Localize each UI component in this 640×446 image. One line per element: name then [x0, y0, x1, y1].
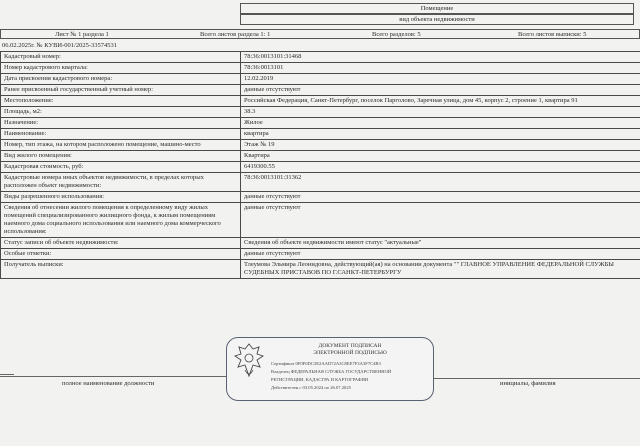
object-type-subtitle: вид объекта недвижимости	[240, 14, 634, 25]
table-row	[1, 238, 640, 249]
field-value: 78:36:0013101:31468	[241, 52, 640, 63]
table-row	[1, 118, 640, 129]
extract-date-number: 06.02.2025г. № КУВИ-001/2025-33574531	[2, 42, 117, 49]
field-value: 38.3	[241, 107, 640, 118]
field-value: данные отсутствуют	[241, 192, 640, 203]
field-label: Сведения об отнесении жилого помещения к определенному виду жилых помещений специализированного жилищного фонда, к жилым помещениям наемного дома социального использования или наемного дома коммерческого использования:	[1, 203, 241, 238]
table-row	[1, 129, 640, 140]
stamp-certificate: Сертификат 0F0F0DC3E2AAD72A3C8EE7F3A3F7C4B3	[271, 361, 381, 366]
field-label: Кадастровый номер:	[1, 52, 241, 63]
field-label: Номер кадастрового квартала:	[1, 63, 241, 74]
table-row	[1, 162, 640, 173]
object-type-title: Помещение	[240, 3, 634, 14]
signature-dash	[0, 374, 14, 375]
table-row	[1, 249, 640, 260]
initials-label: инициалы, фамилия	[500, 380, 556, 387]
field-value: Сведения об объекте недвижимости имеют статус "актуальные"	[241, 238, 640, 249]
field-label: Виды разрешенного использования:	[1, 192, 241, 203]
field-value: квартира	[241, 129, 640, 140]
property-info-table	[0, 51, 640, 279]
sheets-total: Всего листов выписки: 5	[518, 31, 587, 38]
field-value: Тлеумова Эльмира Леонидовна, действующий(ая) на основании документа "" ГЛАВНОЕ УПРАВЛЕНИЕ ФЕДЕРАЛЬНОЙ СЛУЖБЫ СУДЕБНЫХ ПРИСТАВОВ ПО Г.САНКТ-ПЕТЕРБУРГУ	[241, 260, 640, 279]
field-value: 78:36:0013101:31362	[241, 173, 640, 192]
stamp-owner: Владелец ФЕДЕРАЛЬНАЯ СЛУЖБА ГОСУДАРСТВЕННОЙ	[271, 369, 392, 374]
field-value: Жилое	[241, 118, 640, 129]
field-value: Российская Федерация, Санкт-Петербург, поселок Парголово, Заречная улица, дом 45, корпус 2, строение 1, квартира 91	[241, 96, 640, 107]
table-row	[1, 192, 640, 203]
field-value: 78:36:0013101	[241, 63, 640, 74]
field-value: данные отсутствуют	[241, 85, 640, 96]
field-label: Площадь, м2:	[1, 107, 241, 118]
stamp-title: ДОКУМЕНТ ПОДПИСАН ЭЛЕКТРОННОЙ ПОДПИСЬЮ	[313, 343, 387, 356]
electronic-signature-stamp	[226, 337, 434, 401]
table-row	[1, 151, 640, 162]
table-row	[1, 260, 640, 279]
field-value: 6419300.55	[241, 162, 640, 173]
field-value: 12.02.2019	[241, 74, 640, 85]
table-row	[1, 203, 640, 238]
sheets-in-section: Всего листов раздела 1: 1	[200, 31, 271, 38]
name-signature-line	[434, 378, 640, 379]
table-row	[1, 85, 640, 96]
table-row	[1, 173, 640, 192]
table-row	[1, 107, 640, 118]
field-label: Наименование:	[1, 129, 241, 140]
sheet-section: Лист № 1 раздела 1	[55, 31, 109, 38]
field-value: Этаж № 19	[241, 140, 640, 151]
field-label: Кадастровые номера иных объектов недвижимости, в пределах которых расположен объект недвижимости:	[1, 173, 241, 192]
field-label: Назначение:	[1, 118, 241, 129]
field-label: Номер, тип этажа, на котором расположено помещение, машино-место	[1, 140, 241, 151]
table-row	[1, 52, 640, 63]
sections-total: Всего разделов: 5	[372, 31, 421, 38]
field-label: Кадастровая стоимость, руб:	[1, 162, 241, 173]
field-label: Дата присвоения кадастрового номера:	[1, 74, 241, 85]
field-label: Ранее присвоенный государственный учетный номер:	[1, 85, 241, 96]
field-label: Вид жилого помещения:	[1, 151, 241, 162]
field-value: данные отсутствуют	[241, 249, 640, 260]
table-row	[1, 140, 640, 151]
field-label: Местоположение:	[1, 96, 241, 107]
field-value: Квартира	[241, 151, 640, 162]
coat-of-arms-icon	[233, 342, 265, 380]
table-row	[1, 74, 640, 85]
field-label: Статус записи об объекте недвижимости:	[1, 238, 241, 249]
field-label: Получатель выписки:	[1, 260, 241, 279]
table-row	[1, 63, 640, 74]
stamp-validity: Действителен с 03.05.2024 по 26.07.2025	[271, 385, 351, 390]
table-row	[1, 96, 640, 107]
stamp-owner-cont: РЕГИСТРАЦИИ, КАДАСТРА И КАРТОГРАФИИ	[271, 377, 369, 382]
field-value: данные отсутствуют	[241, 203, 640, 238]
field-label: Особые отметки:	[1, 249, 241, 260]
position-label: полное наименование должности	[62, 380, 155, 387]
